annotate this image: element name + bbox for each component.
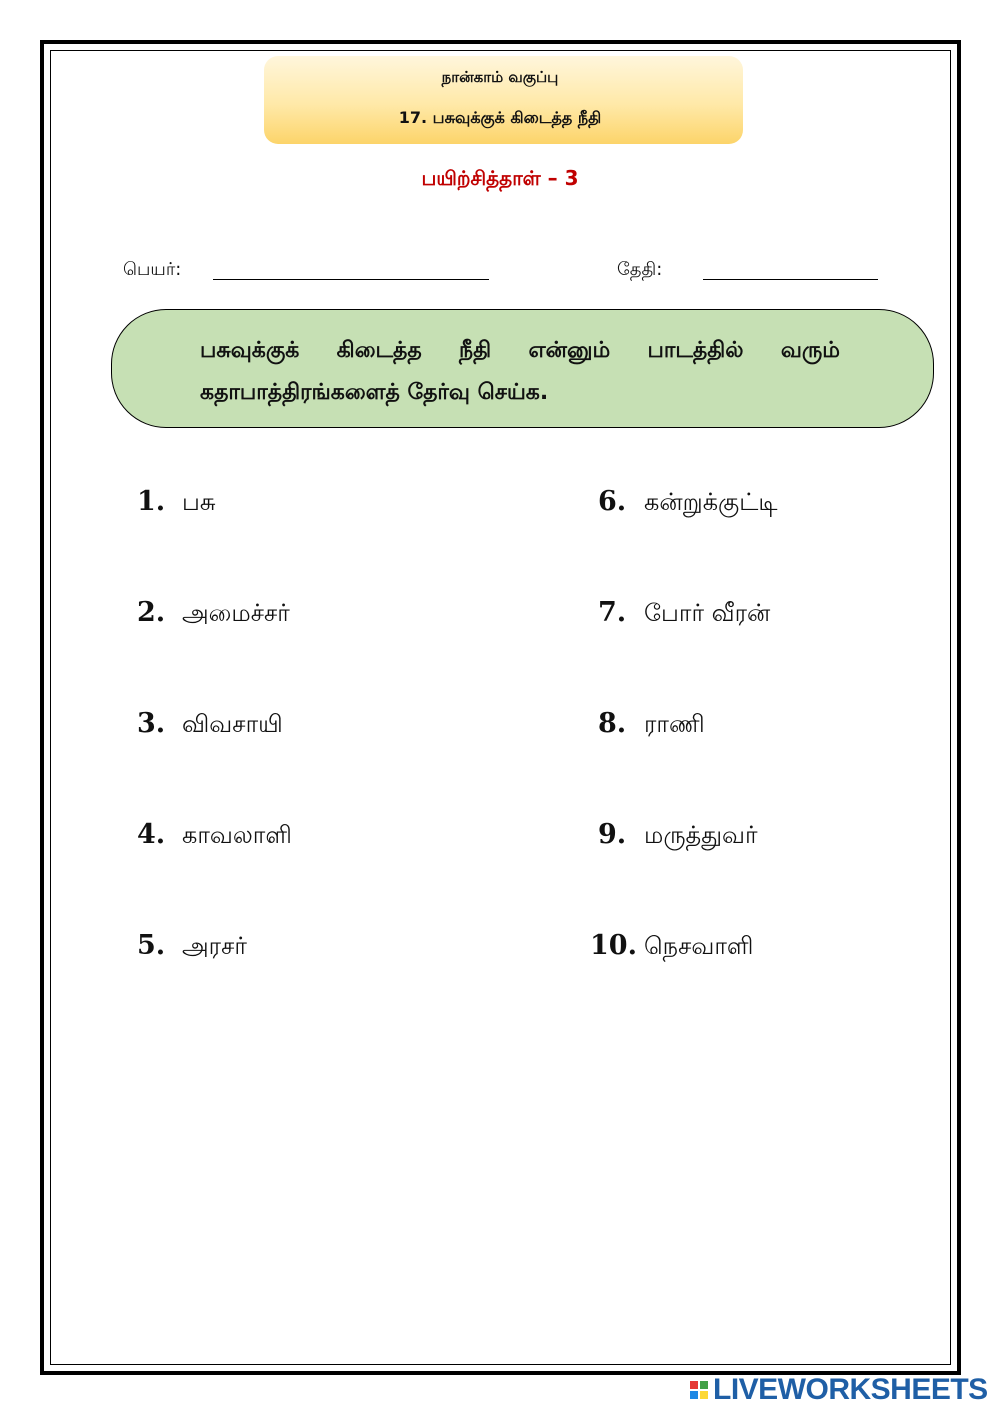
option-text: அரசர் xyxy=(182,932,247,960)
option-text: நெசவாளி xyxy=(644,932,754,960)
option-number: 1. xyxy=(137,486,166,517)
date-label: தேதி: xyxy=(617,259,663,280)
option-text: போர் வீரன் xyxy=(644,599,771,627)
logo-square xyxy=(690,1381,698,1389)
page-inner-border xyxy=(50,50,951,1365)
date-field[interactable] xyxy=(703,279,878,280)
option-number: 2. xyxy=(137,597,166,628)
option-text: அமைச்சர் xyxy=(182,599,290,627)
option-text: பசு xyxy=(182,488,216,516)
option-number: 9. xyxy=(598,819,627,850)
option-number: 10. xyxy=(590,930,637,961)
option-text: விவசாயி xyxy=(182,710,283,738)
page-border xyxy=(40,40,961,1375)
option-text: மருத்துவர் xyxy=(644,821,758,849)
instruction-text: பசுவுக்குக் கிடைத்த நீதி என்னும் பாடத்தில் வரும் கதாபாத்திரங்களைத் தேர்வு செய்க. xyxy=(200,338,840,405)
lesson-title: 17. பசுவுக்குக் கிடைத்த நீதி xyxy=(398,108,602,127)
option-number: 3. xyxy=(137,708,166,739)
logo-square xyxy=(700,1381,708,1389)
logo-squares-icon xyxy=(690,1381,708,1399)
grade-title: நான்காம் வகுப்பு xyxy=(441,68,559,86)
logo-square xyxy=(690,1391,698,1399)
option-number: 4. xyxy=(137,819,166,850)
option-number: 5. xyxy=(137,930,166,961)
logo-square xyxy=(700,1391,708,1399)
name-field[interactable] xyxy=(213,279,489,280)
option-number: 7. xyxy=(598,597,627,628)
logo-text: LIVEWORKSHEETS xyxy=(713,1373,988,1406)
option-text: காவலாளி xyxy=(182,821,292,849)
name-label: பெயர்: xyxy=(123,259,182,280)
option-text: கன்றுக்குட்டி xyxy=(644,488,778,516)
option-number: 6. xyxy=(598,486,627,517)
option-text: ராணி xyxy=(644,710,705,738)
liveworksheets-logo xyxy=(690,1374,988,1406)
worksheet-title: பயிற்சித்தாள் – 3 xyxy=(421,166,579,190)
option-number: 8. xyxy=(598,708,627,739)
